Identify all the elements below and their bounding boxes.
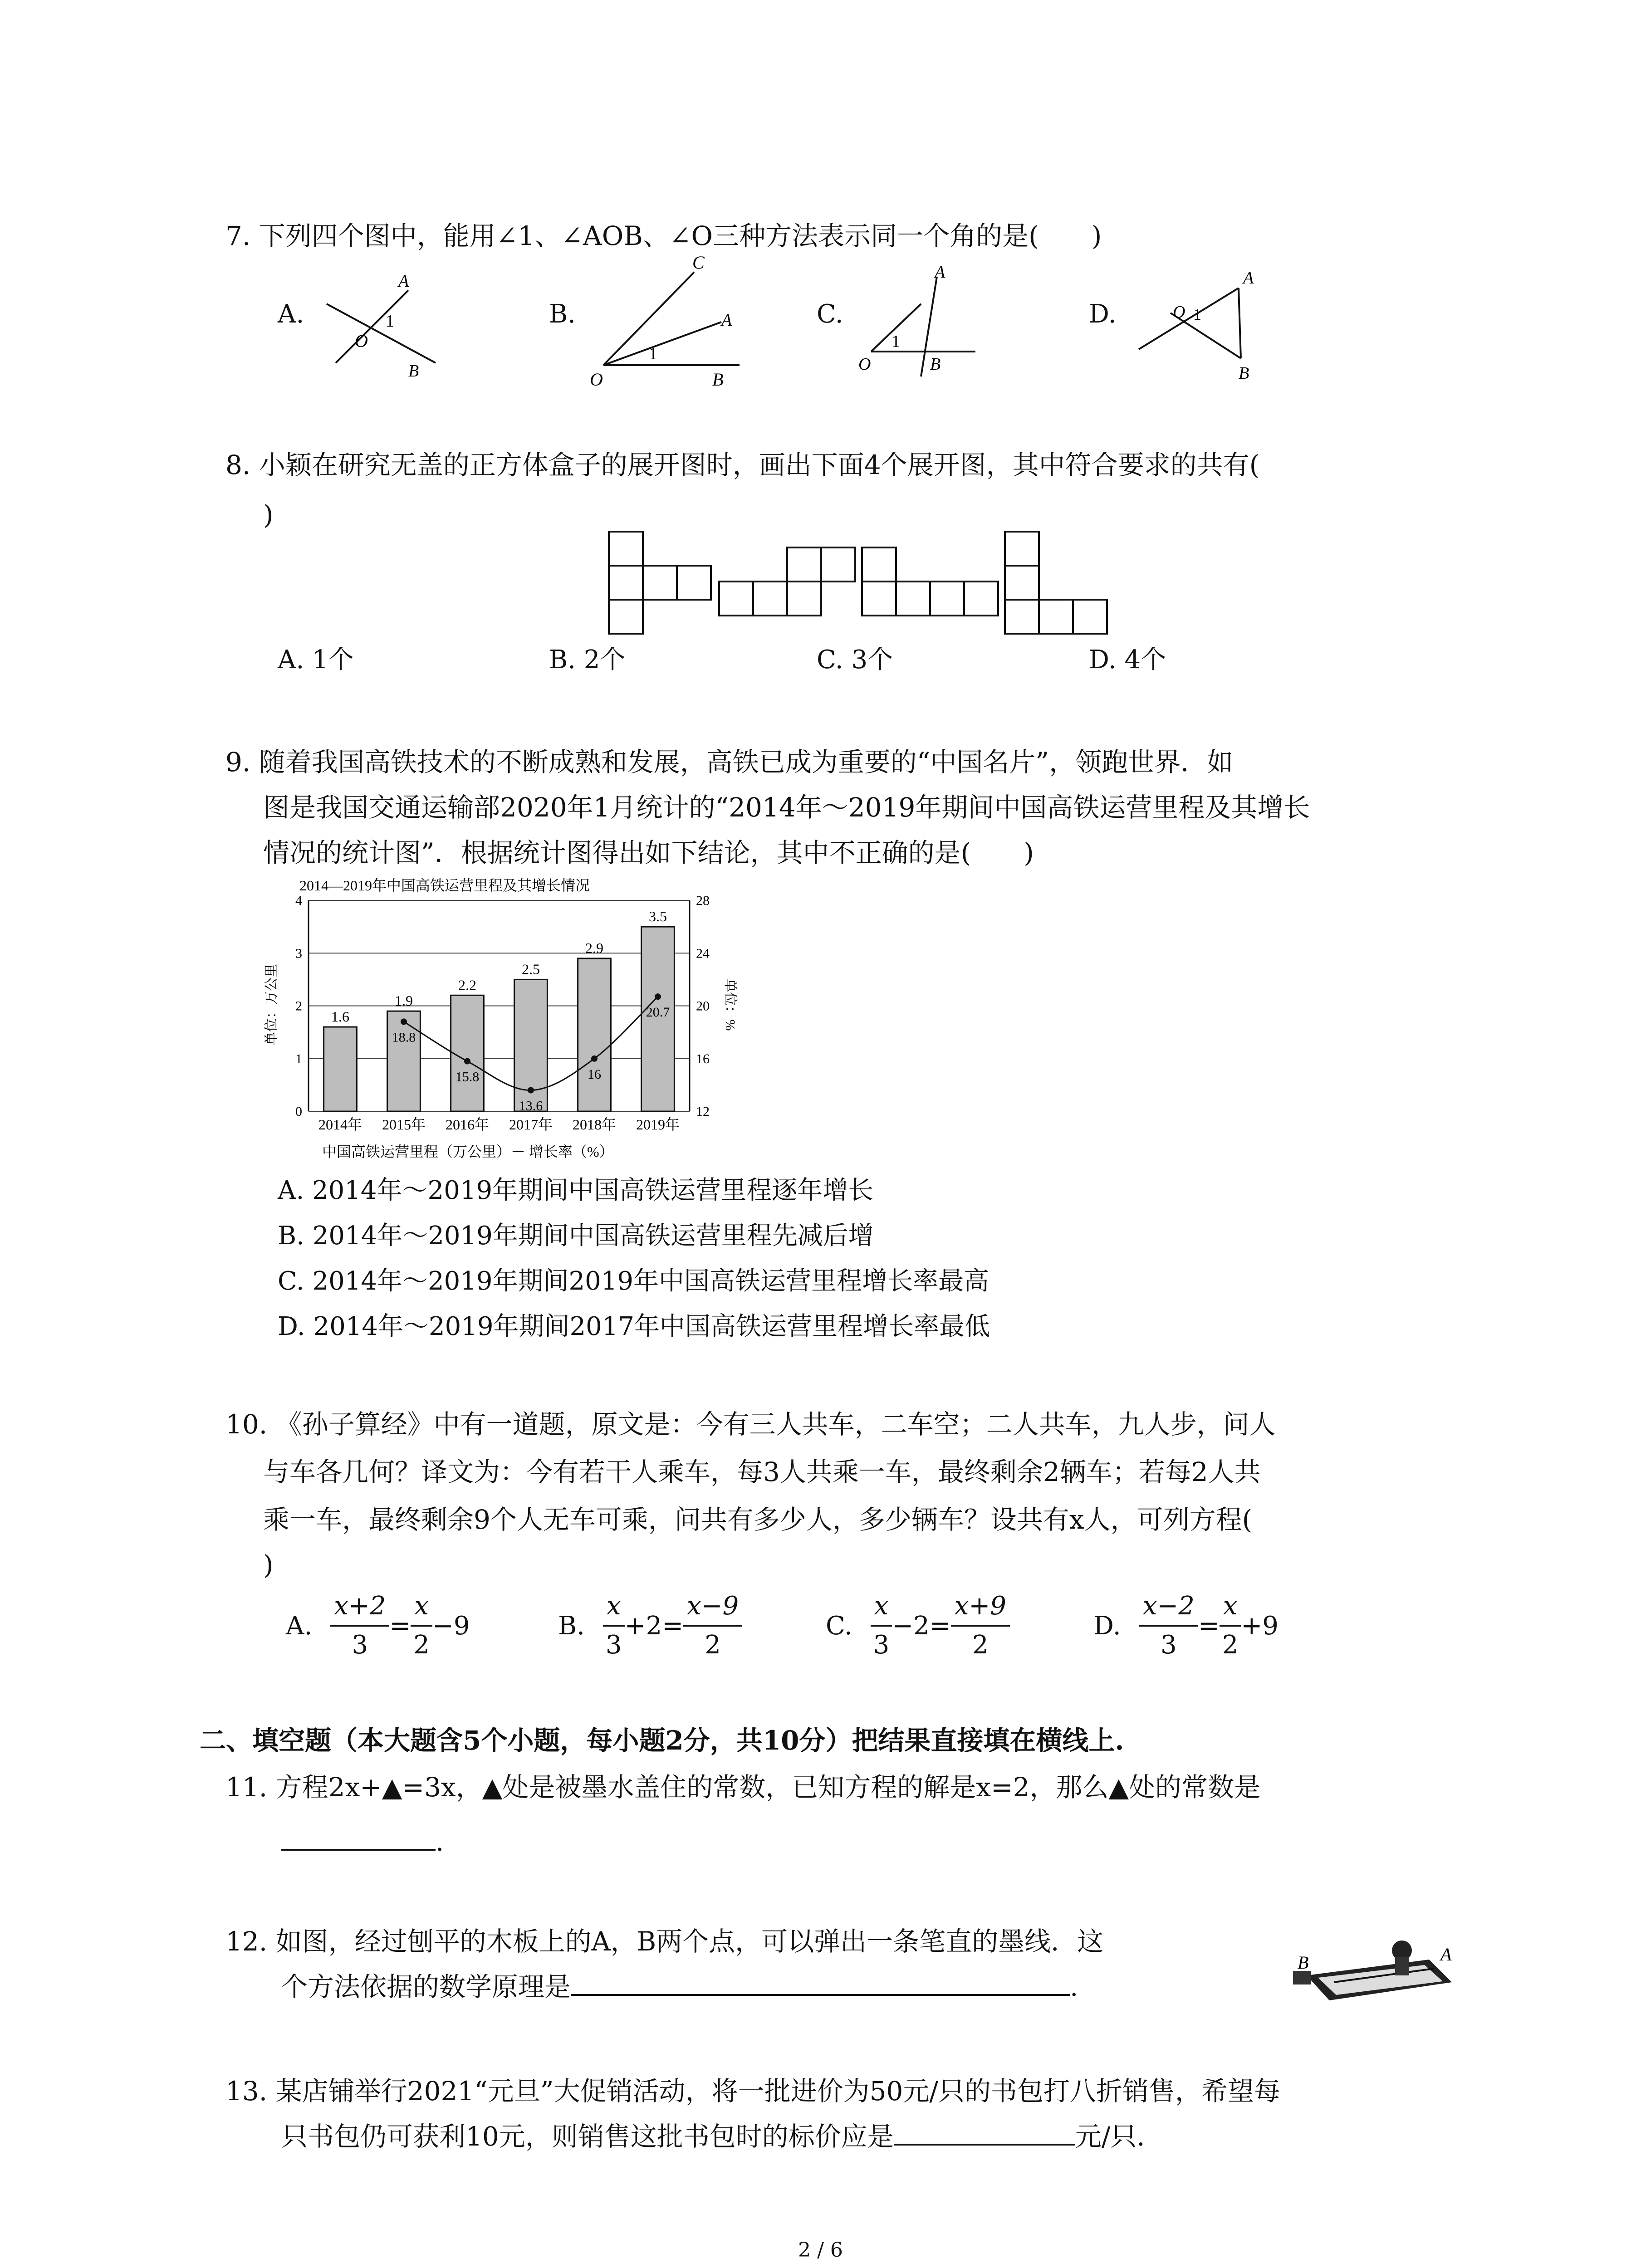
q10d-frac2: $\frac{x}{2}$	[1220, 1588, 1241, 1664]
q10d-tail: +9	[1241, 1611, 1279, 1641]
q11-stem: 11. 方程2x+▲=3x，▲处是被墨水盖住的常数，已知方程的解是x=2，那么▲处的常数是	[225, 1772, 1261, 1803]
chart-bar-label: 1.9	[395, 992, 413, 1009]
q9-stem-line3: 情况的统计图”．根据统计图得出如下结论，其中不正确的是( )	[263, 837, 1034, 868]
q7-figure-d	[1130, 263, 1266, 381]
q7b-label-1: 1	[649, 344, 657, 363]
q10b-frac2: $\frac{x-9}{2}$	[683, 1588, 742, 1664]
q12-board-figure	[1279, 1932, 1461, 2014]
chart-y2tick: 16	[696, 1051, 710, 1066]
chart-y2tick: 12	[696, 1104, 710, 1119]
q8-option-a: A. 1个	[278, 645, 354, 675]
q8-option-d: D. 4个	[1089, 645, 1166, 675]
chart-line-point	[591, 1056, 598, 1062]
q7a-label-o: O	[355, 331, 368, 351]
chart-title: 2014—2019年中国高铁运营里程及其增长情况	[299, 877, 590, 894]
q13-stem-text: 只书包仍可获利10元，则销售这批书包时的标价应是	[281, 2121, 894, 2152]
chart-bar-label: 1.6	[331, 1008, 349, 1025]
q7-stem: 7. 下列四个图中，能用∠1、∠AOB、∠O三种方法表示同一个角的是( )	[225, 220, 1102, 251]
q10d-label: D.	[1093, 1611, 1121, 1641]
q10-option-a	[286, 1588, 470, 1664]
chart-y2label: 单位：%	[723, 978, 738, 1031]
q11-blank[interactable]	[281, 1822, 436, 1851]
chart-line-point	[464, 1058, 470, 1065]
q7b-label-b: B	[712, 369, 724, 390]
q10-option-d	[1093, 1588, 1279, 1664]
chart-bar-label: 2.5	[522, 961, 540, 978]
chart-legend: 中国高铁运营里程（万公里）－ 增长率（%）	[322, 1144, 614, 1160]
q10a-label: A.	[286, 1611, 313, 1641]
q7d-label-o: O	[1173, 303, 1185, 322]
q7c-label-b: B	[930, 355, 941, 374]
chart-line-label: 15.8	[455, 1069, 480, 1085]
chart-y2tick: 24	[696, 946, 710, 961]
q7-option-a-label: A.	[278, 299, 304, 329]
q9-chart	[254, 873, 762, 1163]
chart-bar-label: 3.5	[649, 908, 667, 925]
chart-xtick: 2015年	[382, 1116, 426, 1133]
q10d-mid: =	[1198, 1611, 1220, 1641]
chart-bar	[324, 1027, 357, 1111]
q9-option-b: B. 2014年～2019年期间中国高铁运营里程先减后增	[278, 1221, 874, 1251]
q10-stem-line3: 乘一车，最终剩余9个人无车可乘，问共有多少人，多少辆车？设共有x人，可列方程(	[263, 1504, 1253, 1535]
q9-stem-line1: 9. 随着我国高铁技术的不断成熟和发展，高铁已成为重要的“中国名片”，领跑世界．如	[225, 747, 1234, 777]
q13-stem-line2	[281, 2114, 1163, 2159]
q10-option-c	[826, 1588, 1010, 1664]
q10-stem-line4: )	[263, 1549, 274, 1580]
q7d-label-b: B	[1239, 364, 1249, 381]
q8-nets-figure	[608, 531, 1116, 640]
chart-ylabel: 单位：万公里	[264, 964, 279, 1046]
chart-y2tick: 20	[696, 998, 710, 1014]
q7-option-c-label: C.	[817, 299, 843, 329]
q7c-label-o: O	[858, 355, 871, 374]
q7b-label-a: A	[721, 311, 732, 330]
chart-line-label: 20.7	[646, 1005, 670, 1020]
chart-xtick: 2017年	[509, 1116, 553, 1133]
chart-bar	[387, 1011, 421, 1111]
q7-figure-c	[857, 263, 985, 381]
chart-line-label: 16	[588, 1066, 601, 1082]
q9-option-a: A. 2014年～2019年期间中国高铁运营里程逐年增长	[278, 1176, 874, 1205]
q7a-label-a: A	[398, 272, 409, 291]
q11-end: .	[436, 1826, 444, 1857]
chart-xtick: 2014年	[318, 1116, 362, 1133]
chart-line-point	[528, 1087, 534, 1094]
q12-blank[interactable]	[571, 1967, 1070, 1996]
q8-stem-line1: 8. 小颖在研究无盖的正方体盒子的展开图时，画出下面4个展开图，其中符合要求的共有(	[225, 450, 1260, 480]
q7-option-b-label: B.	[549, 299, 576, 329]
q10a-frac1: $\frac{x+2}{3}$	[330, 1588, 389, 1664]
page-number: 2 / 6	[798, 2239, 843, 2262]
chart-bar-label: 2.9	[585, 939, 603, 956]
chart-ytick: 4	[295, 893, 302, 908]
q7c-label-a: A	[935, 263, 945, 282]
q10a-frac2: $\frac{x}{2}$	[411, 1588, 432, 1664]
chart-line-label: 18.8	[392, 1030, 416, 1045]
chart-y2tick: 28	[696, 893, 710, 908]
q9-option-c: C. 2014年～2019年期间2019年中国高铁运营里程增长率最高	[278, 1266, 989, 1296]
q7d-label-1: 1	[1193, 305, 1201, 323]
q13-stem-line1: 13. 某店铺举行2021“元旦”大促销活动，将一批进价为50元/只的书包打八折销售，希望每	[225, 2076, 1280, 2107]
chart-ytick: 0	[295, 1104, 302, 1119]
q10a-mid: =	[389, 1611, 411, 1641]
q10b-frac1: $\frac{x}{3}$	[603, 1588, 625, 1664]
chart-bar	[578, 958, 611, 1111]
q12-stem-line2	[281, 1964, 1078, 2009]
chart-ytick: 1	[295, 1051, 302, 1066]
q10-stem-line1: 10. 《孙子算经》中有一道题，原文是：今有三人共车，二车空；二人共车，九人步，问人	[225, 1409, 1276, 1440]
q12-end: .	[1070, 1971, 1078, 2002]
q12-label-a: A	[1440, 1944, 1452, 1965]
q7d-label-a: A	[1243, 269, 1254, 288]
chart-line-point	[655, 993, 661, 1000]
chart-ytick: 2	[295, 998, 302, 1014]
chart-ytick: 3	[295, 946, 302, 961]
q7-option-d-label: D.	[1089, 299, 1117, 329]
chart-bar	[451, 995, 484, 1111]
q7-figure-b	[585, 254, 758, 390]
q13-unit: 元/只．	[1075, 2121, 1163, 2152]
q7a-label-b: B	[408, 362, 419, 381]
q8-option-c: C. 3个	[817, 645, 893, 675]
q10-stem-line2: 与车各几何？译文为：今有若干人乘车，每3人共乘一车，最终剩余2辆车；若每2人共	[263, 1457, 1261, 1487]
chart-xtick: 2016年	[445, 1116, 490, 1133]
q9-stem-line2: 图是我国交通运输部2020年1月统计的“2014年～2019年期间中国高铁运营里程及其增长	[263, 792, 1310, 823]
chart-line-point	[401, 1018, 407, 1025]
q10-option-b	[558, 1588, 742, 1664]
section2-title: 二、填空题（本大题含5个小题，每小题2分，共10分）把结果直接填在横线上.	[200, 1725, 1124, 1756]
q10c-frac2: $\frac{x+9}{2}$	[951, 1588, 1010, 1664]
q9-option-d: D. 2014年～2019年期间2017年中国高铁运营里程增长率最低	[278, 1312, 990, 1341]
q12-stem-text: 个方法依据的数学原理是	[281, 1971, 571, 2002]
chart-xtick: 2018年	[572, 1116, 617, 1133]
q10c-label: C.	[826, 1611, 852, 1641]
q11-answer-line	[281, 1819, 444, 1864]
q12-stem-line1: 12. 如图，经过刨平的木板上的A，B两个点，可以弹出一条笔直的墨线．这	[225, 1926, 1104, 1957]
q10b-label: B.	[558, 1611, 585, 1641]
q10a-tail: −9	[432, 1611, 470, 1641]
q7c-label-1: 1	[892, 332, 900, 351]
q10b-mid: +2=	[624, 1611, 684, 1641]
q7-figure-a	[318, 272, 445, 381]
chart-xtick: 2019年	[636, 1116, 680, 1133]
q13-blank[interactable]	[894, 2116, 1075, 2146]
q10c-frac1: $\frac{x}{3}$	[871, 1588, 892, 1664]
chart-line-label: 13.6	[519, 1098, 543, 1114]
q8-option-b: B. 2个	[549, 645, 626, 675]
chart-bar-label: 2.2	[458, 977, 476, 993]
q10c-mid: −2=	[892, 1611, 951, 1641]
q7b-label-o: O	[590, 369, 603, 390]
q7a-label-1: 1	[386, 312, 394, 331]
q12-label-b: B	[1298, 1952, 1309, 1973]
q8-stem-line2: )	[263, 499, 274, 530]
q7b-label-c: C	[692, 254, 705, 273]
q10d-frac1: $\frac{x-2}{3}$	[1139, 1588, 1198, 1664]
